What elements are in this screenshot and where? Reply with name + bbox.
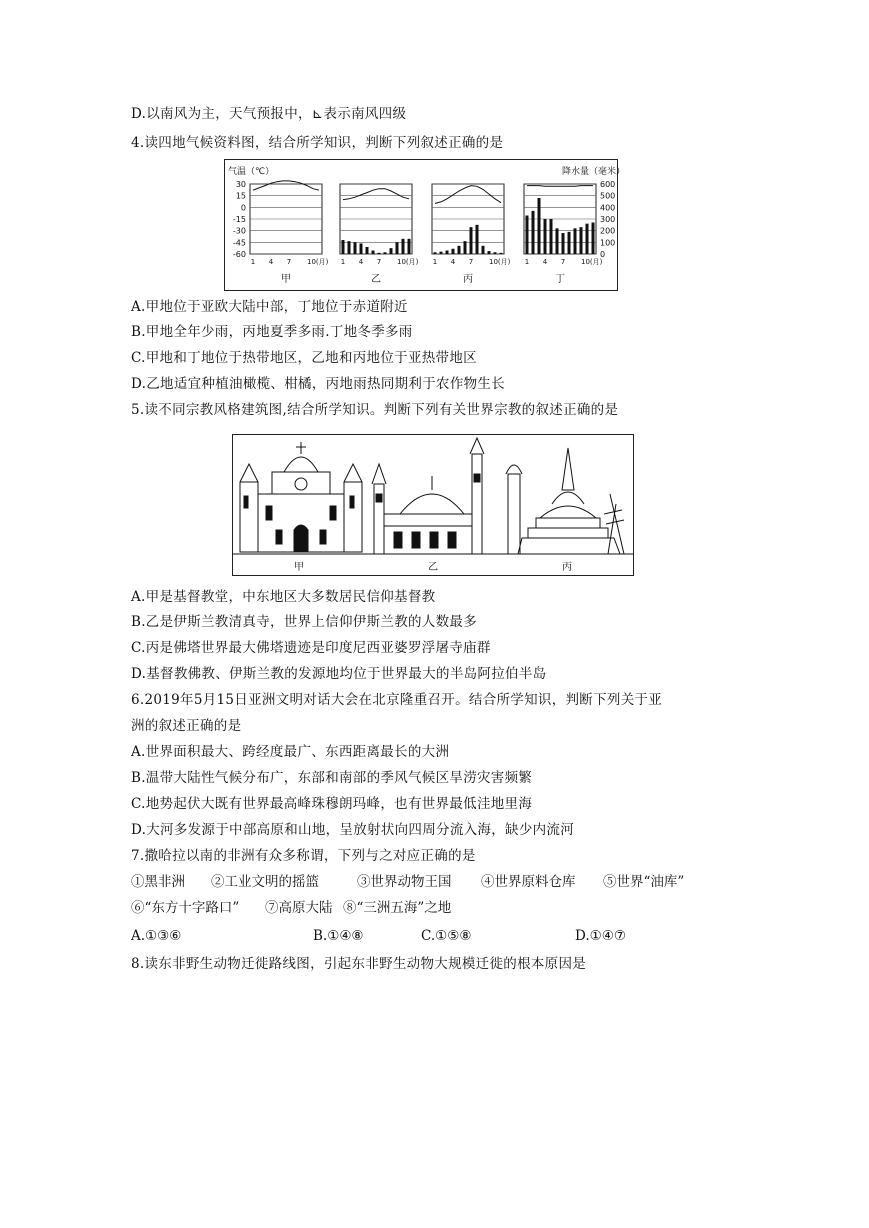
precip-bar: [544, 219, 547, 254]
q6-stem-line2: 洲的叙述正确的是: [131, 718, 242, 734]
month-tick-label: 1: [340, 258, 346, 266]
precip-bar: [396, 242, 399, 254]
month-tick-label: 10(月): [307, 258, 329, 266]
precip-tick-label: 100: [600, 238, 616, 248]
q7-option-a: A.①③⑥: [131, 928, 182, 944]
q6-option-a: A.世界面积最大、跨经度最广、东西距离最长的大洲: [131, 744, 450, 760]
q7-item-8: ⑧“三洲五海”之地: [343, 900, 452, 916]
precip-bar: [526, 216, 529, 255]
precip-bar: [556, 228, 559, 254]
q6-option-c: C.地势起伏大既有世界最高峰珠穆朗玛峰，也有世界最低洼地里海: [131, 796, 533, 812]
temp-tick-label: -15: [232, 215, 246, 224]
q7-item-7: ⑦高原大陆: [265, 900, 333, 916]
precip-bar: [360, 244, 363, 255]
precip-bar: [372, 251, 375, 255]
month-tick-label: 1: [250, 258, 256, 266]
month-tick-label: 10(月): [489, 258, 511, 266]
panel-label: 丙: [463, 274, 473, 285]
precip-bar: [378, 253, 381, 254]
precip-bar: [562, 233, 565, 254]
figure-label-yi: 乙: [428, 562, 438, 573]
q7-stem: 7.撒哈拉以南的非洲有众多称谓，下列与之对应正确的是: [131, 848, 476, 864]
temp-tick-label: -45: [232, 238, 246, 248]
precip-tick-label: 400: [600, 203, 616, 213]
religious-buildings-figure: [232, 434, 634, 576]
precip-bar: [464, 241, 467, 254]
q7-option-c: C.①⑤⑧: [421, 928, 472, 944]
precip-tick-label: 200: [600, 226, 616, 236]
precip-bar: [384, 252, 387, 254]
panel-label: 甲: [281, 274, 291, 285]
precip-bar: [342, 240, 345, 254]
panel-label: 丁: [555, 274, 565, 285]
q4-stem: 4.读四地气候资料图，结合所学知识，判断下列叙述正确的是: [131, 135, 504, 151]
month-tick-label: 10(月): [397, 258, 419, 266]
temp-tick-label: 30: [235, 180, 246, 189]
precip-bar: [500, 253, 503, 254]
precip-bar: [550, 219, 553, 254]
month-tick-label: 1: [432, 258, 438, 266]
figure-label-bing: 丙: [562, 562, 572, 573]
precip-bar: [574, 228, 577, 254]
precip-bar: [390, 248, 393, 254]
precip-bar: [458, 246, 461, 254]
q5-option-a: A.甲是基督教堂，中东地区大多数居民信仰基督教: [131, 589, 436, 605]
precip-tick-label: 300: [600, 215, 616, 224]
temp-tick-label: 15: [235, 191, 246, 201]
panel-label: 乙: [371, 274, 381, 285]
right-axis-title: 降水量（毫米）: [562, 167, 626, 177]
precip-bar: [580, 227, 583, 254]
precip-bar: [532, 211, 535, 254]
q7-items-line2: [131, 898, 691, 918]
q4-option-c: C.甲地和丁地位于热带地区，乙地和丙地位于亚热带地区: [131, 350, 477, 366]
month-tick-label: 7: [376, 258, 382, 266]
precip-bar: [402, 239, 405, 254]
figure-label-jia: 甲: [294, 562, 304, 573]
month-tick-label: 4: [268, 258, 274, 266]
precip-tick-label: 600: [600, 180, 616, 189]
left-axis-title: 气温（℃）: [228, 167, 275, 177]
precip-bar: [470, 227, 473, 254]
q7-item-1: ①黑非洲: [131, 874, 185, 890]
month-tick-label: 4: [542, 258, 548, 266]
precip-bar: [482, 246, 485, 254]
month-tick-label: 7: [286, 258, 292, 266]
q7-item-5: ⑤世界“油库”: [603, 874, 685, 890]
month-tick-label: 1: [524, 258, 530, 266]
q5-stem: 5.读不同宗教风格建筑图,结合所学知识。判断下列有关世界宗教的叙述正确的是: [131, 402, 619, 418]
precipitation-tick-labels: [600, 180, 615, 259]
precip-bar: [538, 198, 541, 254]
precip-bar: [434, 252, 437, 254]
precip-bar: [494, 252, 497, 254]
q5-option-d: D.基督教佛教、伊斯兰教的发源地均位于世界最大的半岛阿拉伯半岛: [131, 666, 547, 682]
precip-bar: [452, 249, 455, 254]
q7-item-3: ③世界动物王国: [357, 874, 452, 890]
precip-bar: [568, 232, 571, 254]
precip-bar: [586, 224, 589, 254]
q7-item-4: ④世界原料仓库: [481, 874, 576, 890]
q7-items-line1: [131, 872, 691, 892]
precip-bar: [476, 225, 479, 254]
month-tick-label: 7: [468, 258, 474, 266]
month-tick-label: 10(月): [581, 258, 603, 266]
q3-option-d: D.以南风为主，天气预报中，⊾表示南风四级: [131, 106, 407, 122]
q8-stem: 8.读东非野生动物迁徙路线图，引起东非野生动物大规模迁徙的根本原因是: [131, 956, 587, 972]
precip-bar: [592, 223, 595, 255]
precip-bar: [366, 247, 369, 254]
temp-tick-label: -60: [232, 250, 246, 259]
precip-bar: [488, 251, 491, 254]
precip-bar: [446, 251, 449, 255]
q5-option-b: B.乙是伊斯兰教清真寺，世界上信仰伊斯兰教的人数最多: [131, 614, 478, 630]
precip-bar: [354, 242, 357, 254]
precip-bar: [348, 241, 351, 254]
temp-tick-label: 0: [240, 203, 246, 213]
precip-bar: [440, 252, 443, 254]
q6-stem-line1: 6.2019年5月15日亚洲文明对话大会在北京隆重召开。结合所学知识，判断下列关于亚: [131, 692, 663, 708]
precip-bar: [408, 239, 411, 254]
q7-option-d: D.①④⑦: [575, 928, 626, 944]
q7-item-2: ②工业文明的摇篮: [211, 874, 319, 890]
q4-option-d: D.乙地适宜种植油橄榄、柑橘，丙地雨热同期利于农作物生长: [131, 376, 506, 392]
month-tick-label: 4: [358, 258, 364, 266]
q4-option-a: A.甲地位于亚欧大陆中部，丁地位于赤道附近: [131, 299, 408, 315]
month-tick-label: 4: [450, 258, 456, 266]
q6-option-b: B.温带大陆性气候分布广，东部和南部的季风气候区旱涝灾害频繁: [131, 770, 533, 786]
precip-tick-label: 500: [600, 191, 616, 201]
month-tick-label: 7: [560, 258, 566, 266]
q4-option-b: B.甲地全年少雨，丙地夏季多雨.丁地冬季多雨: [131, 324, 413, 340]
q7-item-6: ⑥“东方十字路口”: [131, 900, 240, 916]
temperature-tick-labels: [233, 180, 246, 259]
q5-option-c: C.丙是佛塔世界最大佛塔遗迹是印度尼西亚婆罗浮屠寺庙群: [131, 640, 491, 656]
q7-options: [131, 926, 691, 946]
q6-option-d: D.大河多发源于中部高原和山地，呈放射状向四周分流入海，缺少内流河: [131, 822, 575, 838]
q7-option-b: B.①④⑧: [313, 928, 364, 944]
climate-chart-figure: [224, 159, 626, 291]
temp-tick-label: -30: [232, 226, 246, 236]
precip-tick-label: 0: [600, 250, 606, 259]
